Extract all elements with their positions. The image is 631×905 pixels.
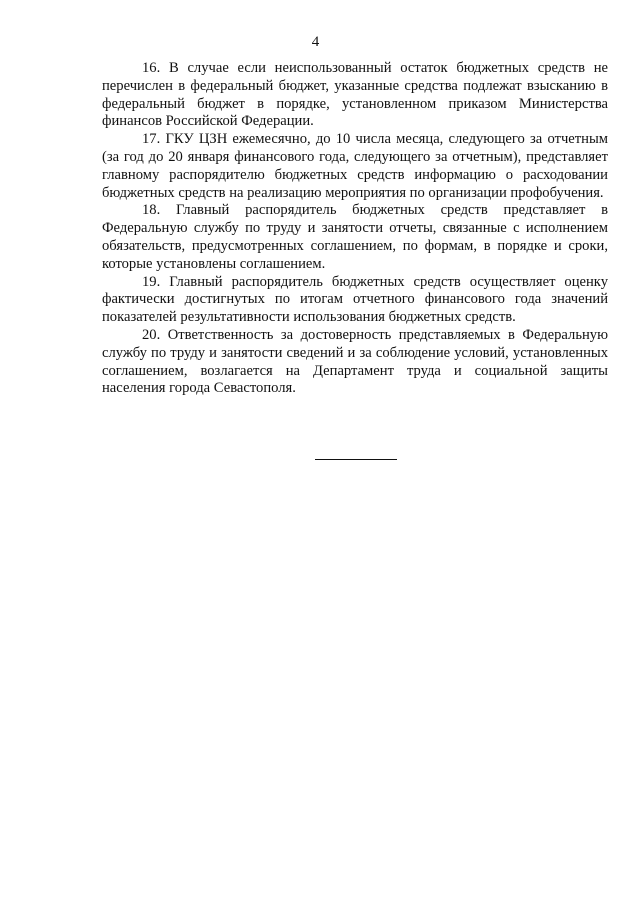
paragraph-16: 16. В случае если неиспользованный остаток бюджетных средств не перечислен в федеральный бюджет, указанные средства подлежат взысканию в федеральный бюджет в порядке, установленном приказом Министерства финансов Российской Федерации. bbox=[102, 60, 608, 130]
paragraph-19: 19. Главный распорядитель бюджетных средств осуществляет оценку фактически достигнутых по итогам отчетного финансового года значений показателей результативности использования бюджетных средств. bbox=[102, 273, 608, 326]
paragraph-20: 20. Ответственность за достоверность представляемых в Федеральную службу по труду и занятости сведений и за соблюдение условий, установленных соглашением, возлагается на Департамент труда и социальной защиты населения города Севастополя. bbox=[102, 326, 608, 397]
paragraph-18: 18. Главный распорядитель бюджетных средств представляет в Федеральную службу по труду и занятости отчеты, связанные с исполнением обязательств, предусмотренных соглашением, по формам, в порядке и сроки, которые установлены соглашением. bbox=[102, 202, 608, 272]
document-body bbox=[102, 60, 608, 398]
end-of-document-rule bbox=[315, 459, 397, 460]
paragraph-17: 17. ГКУ ЦЗН ежемесячно, до 10 числа месяца, следующего за отчетным (за год до 20 января финансового года, следующего за отчетным), представляет главному распорядителю бюджетных средств информацию о расходовании бюджетных средств на реализацию мероприятия по организации профобучения. bbox=[102, 131, 608, 201]
page-number: 4 bbox=[311, 34, 320, 50]
